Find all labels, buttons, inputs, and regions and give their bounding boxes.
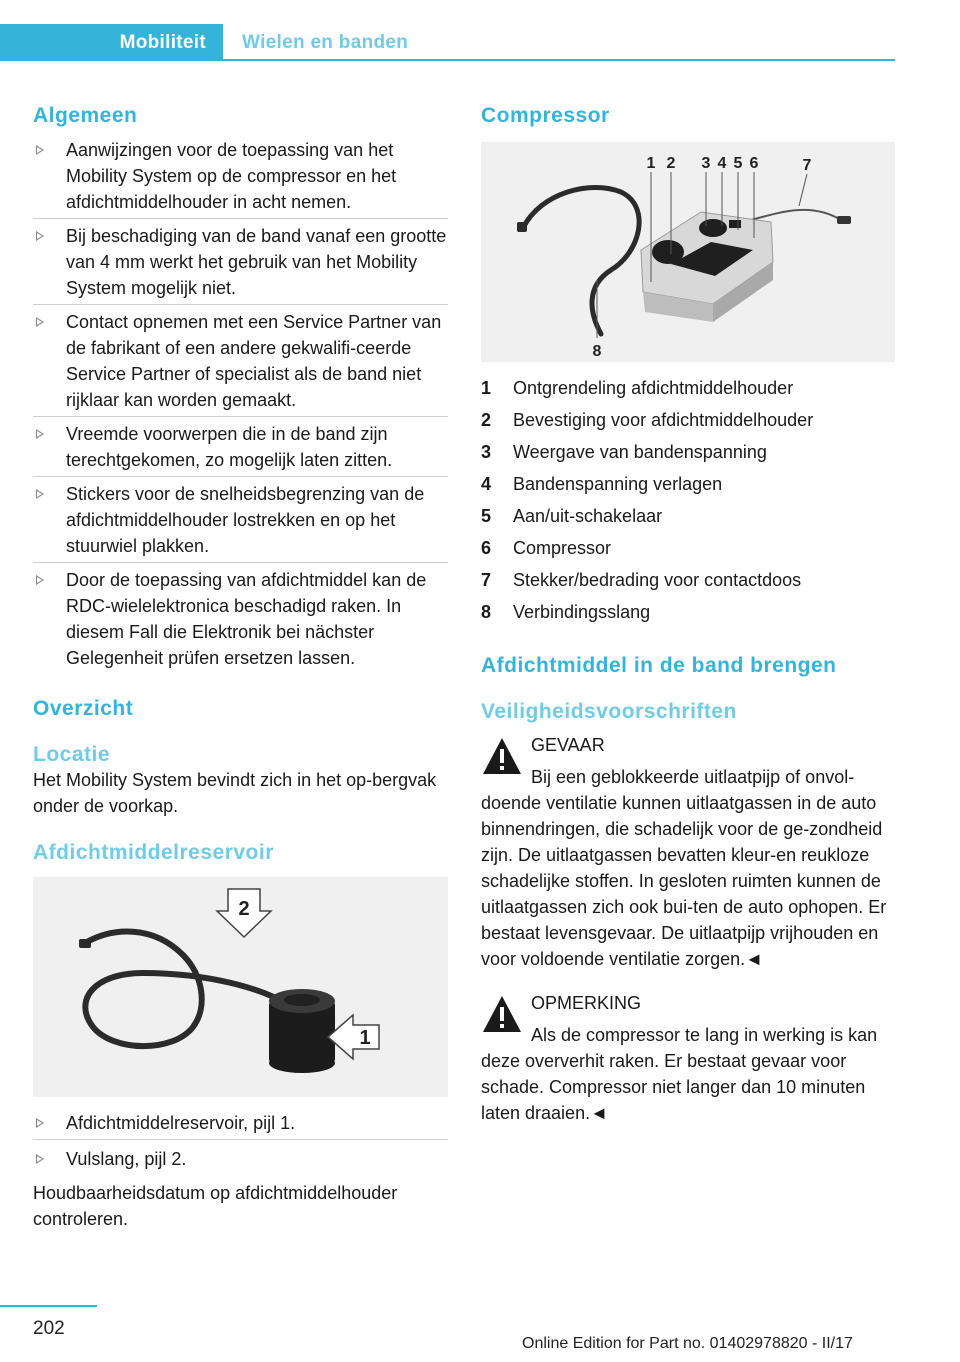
safety-heading: Veiligheidsvoorschriften — [481, 700, 737, 723]
reservoir-list — [33, 1110, 448, 1172]
compressor-legend — [481, 372, 895, 628]
sealant-heading: Afdichtmiddel in de band brengen — [481, 654, 837, 677]
note-title: OPMERKING — [531, 993, 642, 1013]
reservoir-text: Houdbaarheidsdatum op afdichtmiddelhouder controleren. — [33, 1183, 398, 1229]
right-column — [481, 100, 895, 1126]
fig-label-5: 5 — [733, 155, 743, 172]
legend-item: 7 Stekker/bedrading voor contactdoos — [481, 570, 802, 590]
danger-block — [481, 732, 895, 972]
list-item: Aanwijzingen voor de toepassing van het Mobility System op de compressor en het afdichtmiddelhouder in acht nemen. — [33, 137, 448, 215]
triangle-bullet-icon — [36, 1154, 44, 1164]
fig-label-2: 2 — [666, 155, 676, 172]
warning-triangle-icon — [481, 994, 523, 1034]
general-list — [33, 137, 448, 671]
reservoir-heading: Afdichtmiddelreservoir — [33, 841, 274, 864]
fig-label-7: 7 — [802, 157, 812, 174]
legend-item: 6 Compressor — [481, 538, 612, 558]
legend-item: 5 Aan/uit-schakelaar — [481, 506, 663, 526]
list-item: Vulslang, pijl 2. — [33, 1146, 448, 1172]
fig-label-6: 6 — [749, 155, 759, 172]
triangle-bullet-icon — [36, 1118, 44, 1128]
left-column — [33, 100, 448, 1232]
triangle-bullet-icon — [36, 429, 44, 439]
reservoir-illustration — [33, 877, 448, 1097]
legend-item: 2 Bevestiging voor afdichtmiddelhouder — [481, 410, 814, 430]
edition-note: Online Edition for Part no. 01402978820 - II/17 — [522, 1335, 853, 1352]
compressor-figure — [481, 142, 895, 362]
triangle-bullet-icon — [36, 575, 44, 585]
list-item: Stickers voor de snelheidsbegrenzing van de afdichtmiddelhouder lostrekken en op het stuurwiel plakken. — [33, 481, 448, 559]
fig-label-4: 4 — [717, 155, 727, 172]
fig-label-2: 2 — [238, 898, 250, 920]
chapter-tab: Mobiliteit — [0, 24, 223, 61]
triangle-bullet-icon — [36, 145, 44, 155]
danger-text: Bij een geblokkeerde uitlaatpijp of onvol-doende ventilatie kunnen uitlaatgassen in de auto binnendringen, die schadelijk voor de ge-zondheid zijn. De uitlaatgassen bevatten kleur-en reukloze schadelijke stoffen. In gesloten ruimten kunnen de uitlaatgassen zich ook bui-ten de auto ophopen. Er bestaat levensgevaar. De uitlaatpijp vrijhouden en voor voldoende ventilatie zorgen.◄ — [481, 767, 887, 969]
page-header — [0, 24, 895, 61]
list-item: Door de toepassing van afdichtmiddel kan de RDC-wielelektronica beschadigd raken. In diesem Fall die Elektronik bei nächster Gelegenheit prüfen ersetzen lassen. — [33, 567, 448, 671]
legend-item: 4 Bandenspanning verlagen — [481, 474, 723, 494]
fig-label-8: 8 — [592, 343, 602, 360]
list-item: Contact opnemen met een Service Partner van de fabrikant of een andere gekwalifi-ceerde Service Partner of specialist als de band niet rijklaar kan worden gemaakt. — [33, 309, 448, 413]
warning-triangle-icon — [481, 736, 523, 776]
list-item: Vreemde voorwerpen die in de band zijn terechtgekomen, zo mogelijk laten zitten. — [33, 421, 448, 473]
fig-label-1: 1 — [359, 1027, 371, 1049]
compressor-illustration — [481, 142, 895, 362]
legend-item: 3 Weergave van bandenspanning — [481, 442, 767, 462]
overview-heading: Overzicht — [33, 697, 134, 720]
compressor-heading: Compressor — [481, 104, 610, 127]
fig-label-1: 1 — [646, 155, 656, 172]
legend-item: 1 Ontgrendeling afdichtmiddelhouder — [481, 378, 794, 398]
triangle-bullet-icon — [36, 231, 44, 241]
list-item: Bij beschadiging van de band vanaf een grootte van 4 mm werkt het gebruik van het Mobility System mogelijk niet. — [33, 223, 448, 301]
section-tab: Wielen en banden — [242, 31, 409, 53]
note-text: Als de compressor te lang in werking is kan deze oververhit raken. Er bestaat gevaar voor schade. Compressor niet langer dan 10 minuten laten draaien.◄ — [481, 1025, 878, 1123]
note-block — [481, 990, 895, 1126]
general-heading: Algemeen — [33, 104, 138, 127]
legend-item: 8 Verbindingsslang — [481, 602, 651, 622]
footer-rule — [0, 1305, 97, 1307]
location-text: Het Mobility System bevindt zich in het op-bergvak onder de voorkap. — [33, 770, 437, 816]
location-heading: Locatie — [33, 743, 111, 766]
fig-label-3: 3 — [701, 155, 711, 172]
page-number: 202 — [33, 1318, 65, 1339]
triangle-bullet-icon — [36, 317, 44, 327]
header-rule — [223, 59, 895, 61]
triangle-bullet-icon — [36, 489, 44, 499]
danger-title: GEVAAR — [531, 735, 605, 755]
list-item: Afdichtmiddelreservoir, pijl 1. — [33, 1110, 448, 1136]
reservoir-figure — [33, 877, 448, 1097]
